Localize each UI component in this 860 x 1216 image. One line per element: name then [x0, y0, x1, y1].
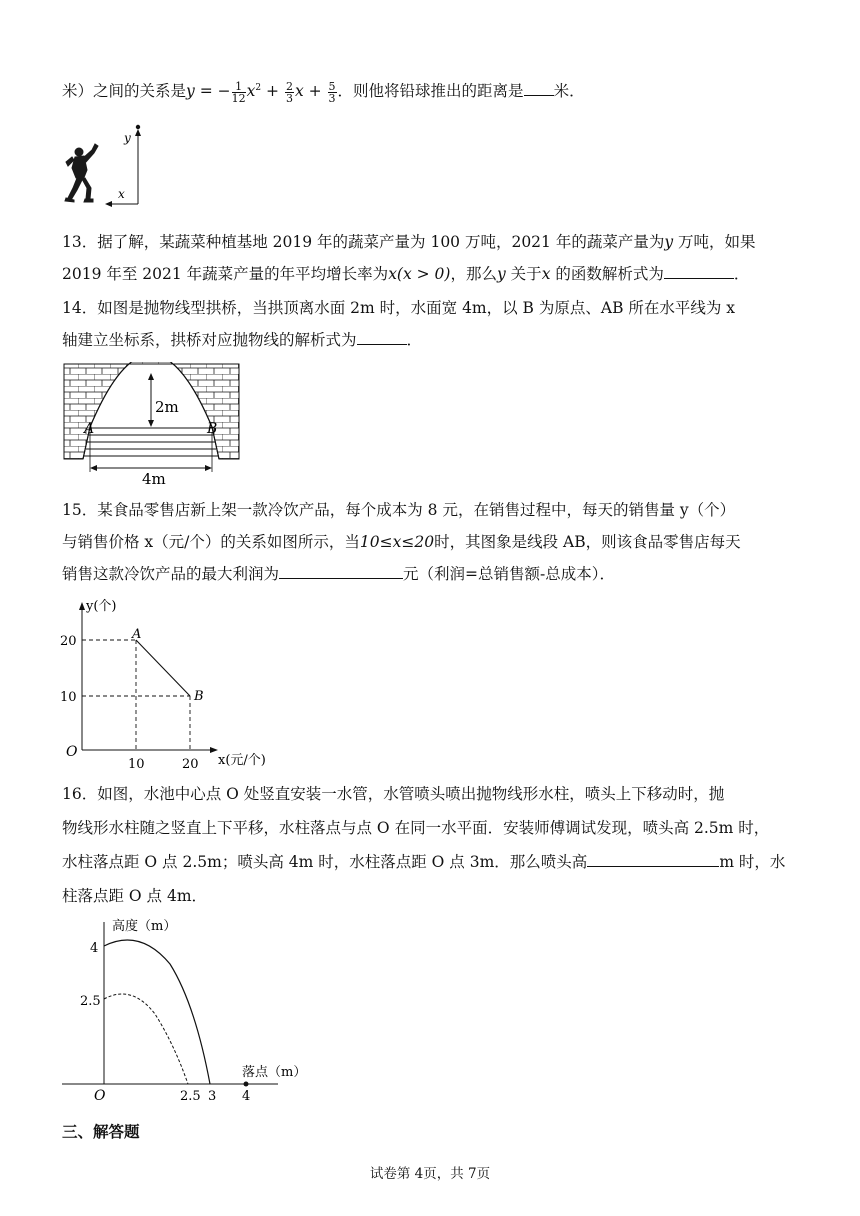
- q16-curve-2p5m: [104, 994, 188, 1084]
- q15-tick-x20: 20: [182, 757, 199, 772]
- q16-text-a: 水柱落点距 O 点 2.5m；喷头高 4m 时，水柱落点距 O 点 3m．那么喷头高: [62, 853, 588, 871]
- q14-text-a: 轴建立坐标系，拱桥对应抛物线的解析式为: [62, 331, 357, 349]
- q12-eq-sign: = −: [194, 82, 231, 101]
- q15-text-a: 与销售价格 x（元/个）的关系如图所示，当: [62, 533, 360, 551]
- q15-axes: [79, 602, 218, 753]
- q14-line2: [62, 330, 422, 350]
- q14-answer-blank[interactable]: [357, 330, 407, 345]
- q16-tick-x3: 3: [208, 1089, 217, 1104]
- q13-end: ．: [733, 265, 750, 283]
- q16-y-axis-label: 高度（m）: [112, 919, 177, 934]
- q16-text-b: m 时，水: [719, 853, 786, 871]
- q12-fig-x-label: x: [118, 187, 125, 201]
- q14-height-label: 2m: [155, 398, 179, 416]
- q15-text-c: 销售这款冷饮产品的最大利润为: [62, 565, 280, 583]
- q13-answer-blank[interactable]: [664, 264, 734, 279]
- q16-point-4: [244, 1082, 249, 1087]
- q13-var-x-cond: x(x > 0): [388, 265, 451, 283]
- q13-text-b: 万吨，如果: [673, 233, 756, 251]
- page-footer: 试卷第 4页，共 7页: [369, 1166, 491, 1182]
- q12-sq: 2: [255, 83, 262, 93]
- q13-var-y: y: [664, 233, 674, 251]
- q16-origin: O: [94, 1088, 106, 1104]
- q12-plus2: +: [303, 82, 327, 101]
- q13-line2: [62, 264, 749, 284]
- q15-x-axis-label: x(元/个): [218, 753, 266, 768]
- q15-y-axis-label: y(个): [86, 599, 117, 614]
- q13-text-a: 13．据了解，某蔬菜种植基地 2019 年的蔬菜产量为 100 万吨，2021 年的蔬菜产量为: [62, 233, 665, 251]
- q15-point-B: B: [194, 689, 204, 704]
- q12-thrower-figure: [62, 122, 152, 208]
- q15-answer-blank[interactable]: [279, 564, 403, 579]
- q12-shot-ball: [136, 125, 140, 129]
- q14-point-B: B: [207, 421, 218, 437]
- section-heading: 三、解答题: [62, 1123, 140, 1141]
- q12-post: ．则他将铅球推出的距离是: [337, 82, 524, 101]
- q16-tick-x25: 2.5: [180, 1089, 201, 1104]
- q13-text-f: 的函数解析式为: [550, 265, 664, 283]
- q16-x-axis-label: 落点（m）: [242, 1065, 307, 1080]
- q15-tick-y10: 10: [60, 690, 77, 705]
- q14-water: [84, 428, 218, 456]
- q15-tick-y20: 20: [60, 634, 77, 649]
- q15-origin: O: [66, 744, 78, 760]
- q16-line2: 物线形水柱随之竖直上下平移，水柱落点与点 O 在同一水平面．安装师傅调试发现，喷头高 2.5m 时，: [62, 819, 770, 837]
- q15-graph: [58, 596, 298, 772]
- q12-x2: x: [246, 82, 256, 101]
- person-icon: [65, 144, 98, 202]
- q14-arch-bridge-figure: [62, 362, 244, 486]
- q14-line1: 14．如图是抛物线型拱桥，当拱顶离水面 2m 时，水面宽 4m，以 B 为原点、AB 所在水平线为 x: [62, 299, 736, 317]
- q16-tick-y25: 2.5: [80, 994, 101, 1009]
- q15-text-b: 时，其图象是线段 AB，则该食品零售店每天: [434, 533, 741, 551]
- q12-frac2: $\frac{2}{3}$: [285, 79, 293, 105]
- q16-answer-blank[interactable]: [587, 852, 719, 867]
- q12-unit: 米．: [553, 82, 585, 101]
- q16-line1: 16．如图，水池中心点 O 处竖直安装一水管，水管喷头喷出抛物线形水柱，喷头上下移动时，抛: [62, 785, 725, 803]
- q14-end: ．: [406, 331, 423, 349]
- q15-guides: [82, 640, 190, 750]
- q13-text-c: 2019 年至 2021 年蔬菜产量的年平均增长率为: [62, 265, 389, 283]
- q15-point-A: A: [132, 627, 142, 642]
- q15-segment-AB: [136, 640, 190, 696]
- q15-line2: [62, 532, 741, 552]
- q12-fig-y-label: y: [124, 131, 131, 145]
- q12-x1: x: [294, 82, 304, 101]
- q16-curve-4m: [104, 940, 210, 1084]
- q12-eq-y: y: [186, 82, 195, 101]
- q15-text-d: 元（利润=总销售额-总成本）．: [403, 565, 615, 583]
- q14-width-arrow: [90, 432, 212, 472]
- q12-frac1: $\frac{1}{12}$: [231, 79, 246, 105]
- q16-tick-x4: 4: [242, 1089, 251, 1104]
- q15-line1: 15．某食品零售店新上架一款冷饮产品，每个成本为 8 元，在销售过程中，每天的销售量 y（个）: [62, 501, 736, 519]
- q16-tick-y4: 4: [90, 941, 99, 956]
- q12-line: [62, 78, 585, 104]
- q12-frac3: $\frac{5}{3}$: [328, 79, 336, 105]
- q13-line1: [62, 232, 756, 252]
- q15-line3: [62, 564, 615, 584]
- q16-fountain-graph: [60, 914, 310, 1104]
- q12-text: 米）之间的关系是: [62, 82, 187, 101]
- q14-width-label: 4m: [142, 470, 166, 486]
- q13-text-e: 关于: [505, 265, 542, 283]
- q16-line3: [62, 852, 785, 872]
- q14-height-arrow: [148, 373, 154, 427]
- q13-text-d: ，那么: [450, 265, 497, 283]
- q15-tick-x10: 10: [128, 757, 145, 772]
- q14-point-A: A: [84, 421, 95, 437]
- q13-var-y2: y: [496, 265, 506, 283]
- q12-answer-blank[interactable]: [524, 81, 554, 96]
- q15-condition: 10≤x≤20: [359, 533, 435, 551]
- q13-var-x2: x: [541, 265, 551, 283]
- q12-plus1: +: [261, 82, 284, 101]
- q16-line4: 柱落点距 O 点 4m．: [62, 887, 208, 905]
